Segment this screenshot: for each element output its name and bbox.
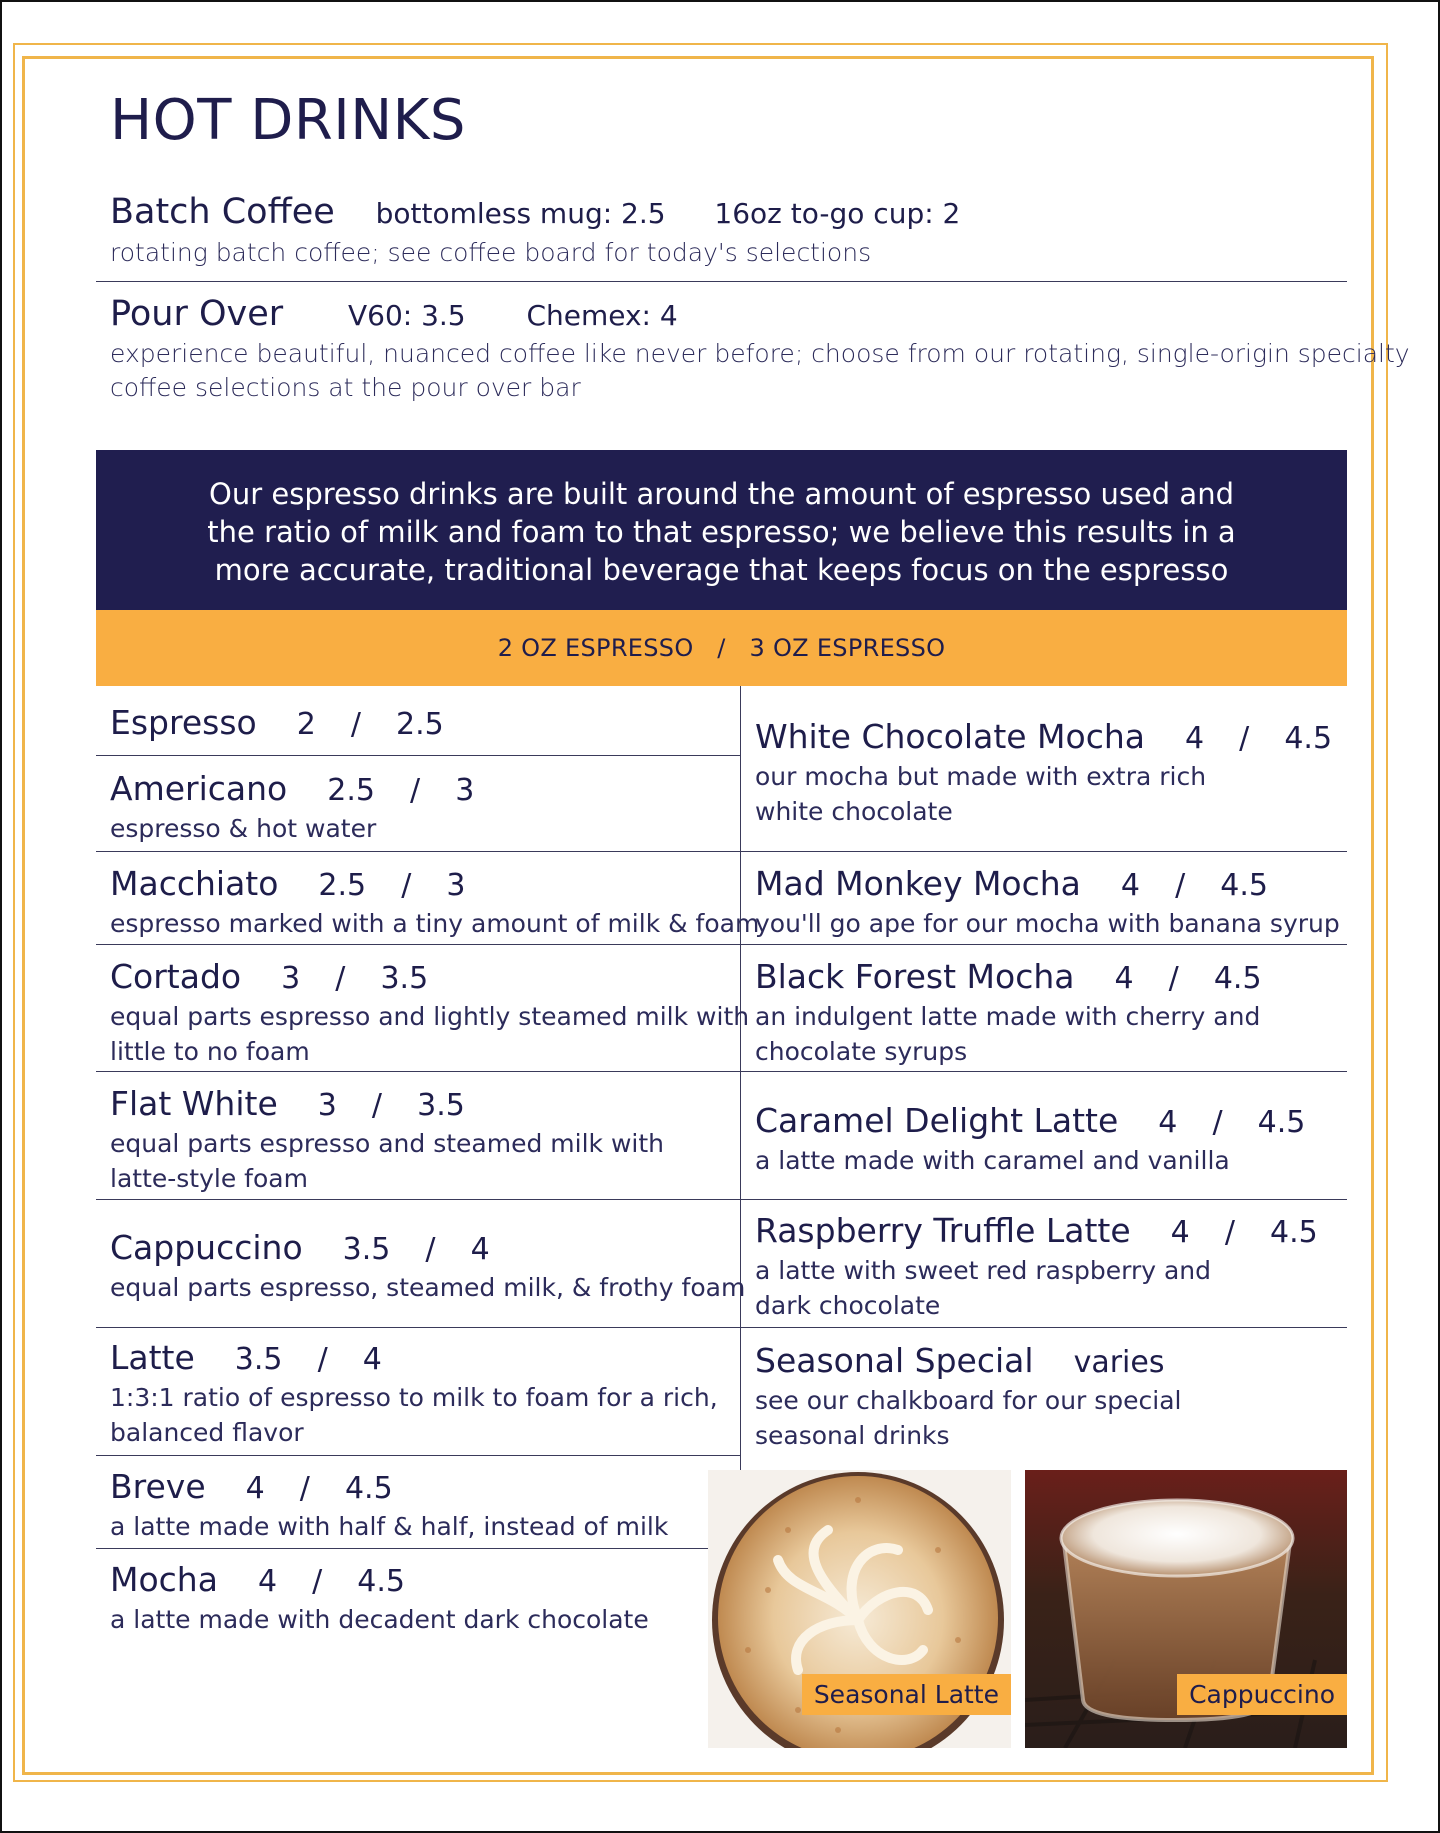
item-name: Black Forest Mocha: [755, 957, 1075, 996]
item-desc: equal parts espresso, steamed milk, & frothy foam: [110, 1273, 746, 1302]
item-name: Macchiato: [110, 864, 279, 903]
menu-item-cappuccino: [110, 1228, 745, 1305]
pour-over-price-chemex: Chemex: 4: [526, 299, 678, 332]
item-name: Cortado: [110, 957, 242, 996]
item-price: 4 / 4.5: [245, 1471, 393, 1506]
item-name: Breve: [110, 1467, 206, 1506]
menu-item-white-chocolate-mocha: [755, 717, 1332, 829]
item-desc: a latte made with half & half, instead of milk: [110, 1512, 669, 1541]
menu-item-latte: [110, 1338, 718, 1450]
item-price: 2.5 / 3: [318, 868, 466, 903]
item-name: Espresso: [110, 703, 257, 742]
batch-coffee-name: Batch Coffee: [110, 192, 335, 232]
menu-item-black-forest-mocha: [755, 957, 1262, 1069]
item-price: 4 / 4.5: [1185, 721, 1333, 756]
item-desc: 1:3:1 ratio of espresso to milk to foam for a rich,: [110, 1383, 718, 1412]
item-desc-2: dark chocolate: [755, 1291, 941, 1320]
item-name: Flat White: [110, 1084, 278, 1123]
item-desc: you'll go ape for our mocha with banana syrup: [755, 909, 1340, 938]
item-desc-2: seasonal drinks: [755, 1421, 950, 1450]
item-price: 4 / 4.5: [257, 1564, 406, 1599]
item-price: varies: [1073, 1345, 1165, 1380]
divider: [96, 755, 740, 756]
column-divider: [740, 686, 741, 1470]
menu-item-raspberry-truffle-latte: [755, 1211, 1318, 1323]
item-price: 3.5 / 4: [342, 1232, 490, 1267]
item-price: 4 / 4.5: [1170, 1215, 1318, 1250]
batch-coffee-price-cup: 16oz to-go cup: 2: [714, 197, 961, 230]
item-name: White Chocolate Mocha: [755, 717, 1145, 756]
item-price: 3 / 3.5: [317, 1088, 465, 1123]
item-desc: a latte made with caramel and vanilla: [755, 1146, 1230, 1175]
item-price: 2.5 / 3: [327, 773, 475, 808]
item-price: 3.5 / 4: [234, 1342, 382, 1377]
divider: [96, 851, 1347, 852]
page-title: HOT DRINKS: [110, 88, 466, 153]
pour-over-price-v60: V60: 3.5: [347, 299, 466, 332]
divider: [96, 1071, 1347, 1072]
item-price: 2 / 2.5: [296, 707, 444, 742]
divider: [96, 944, 1347, 945]
item-name: Seasonal Special: [755, 1341, 1034, 1380]
menu-item-breve: [110, 1467, 668, 1544]
divider: [96, 1548, 708, 1549]
cappuccino-caption: Cappuccino: [1177, 1674, 1347, 1715]
item-name: Latte: [110, 1338, 195, 1377]
pour-over-desc-1: experience beautiful, nuanced coffee like never before; choose from our rotating, single-origin specialty: [110, 339, 1410, 368]
item-name: Raspberry Truffle Latte: [755, 1211, 1131, 1250]
item-desc: an indulgent latte made with cherry and: [755, 1002, 1261, 1031]
espresso-philosophy-banner: [96, 450, 1347, 610]
item-desc: equal parts espresso and steamed milk with: [110, 1129, 664, 1158]
item-desc: espresso marked with a tiny amount of milk & foam: [110, 909, 760, 938]
menu-item-caramel-delight-latte: [755, 1101, 1305, 1178]
item-desc-2: white chocolate: [755, 797, 953, 826]
item-desc-2: chocolate syrups: [755, 1037, 968, 1066]
cappuccino-photo: [1025, 1470, 1347, 1748]
espresso-size-bar: 2 OZ ESPRESSO / 3 OZ ESPRESSO: [96, 610, 1347, 686]
batch-coffee-heading: [110, 192, 960, 232]
item-name: Mad Monkey Mocha: [755, 864, 1081, 903]
item-name: Cappuccino: [110, 1228, 303, 1267]
batch-coffee-desc: rotating batch coffee; see coffee board for today's selections: [110, 238, 872, 267]
item-price: 3 / 3.5: [281, 961, 429, 996]
pour-over-desc-2: coffee selections at the pour over bar: [110, 373, 581, 402]
item-desc: a latte made with decadent dark chocolate: [110, 1605, 649, 1634]
divider: [96, 281, 1347, 282]
menu-item-macchiato: [110, 864, 759, 941]
batch-coffee-price-mug: bottomless mug: 2.5: [375, 197, 666, 230]
item-price: 4 / 4.5: [1120, 868, 1268, 903]
item-desc-2: balanced flavor: [110, 1418, 304, 1447]
menu-item-seasonal-special: [755, 1341, 1182, 1453]
divider: [96, 1199, 1347, 1200]
item-desc: espresso & hot water: [110, 814, 377, 843]
item-desc: our mocha but made with extra rich: [755, 762, 1207, 791]
item-desc-2: latte-style foam: [110, 1164, 308, 1193]
banner-line-1: Our espresso drinks are built around the amount of espresso used and: [209, 477, 1234, 511]
item-name: Americano: [110, 769, 288, 808]
menu-item-flat-white: [110, 1084, 664, 1196]
menu-item-cortado: [110, 957, 749, 1069]
item-desc: a latte with sweet red raspberry and: [755, 1256, 1211, 1285]
divider: [96, 1327, 1347, 1328]
pour-over-heading: [110, 294, 678, 334]
menu-item-mad-monkey-mocha: [755, 864, 1340, 941]
banner-line-2: the ratio of milk and foam to that espresso; we believe this results in a: [207, 515, 1236, 549]
item-desc-2: little to no foam: [110, 1037, 310, 1066]
item-desc: see our chalkboard for our special: [755, 1386, 1182, 1415]
item-name: Caramel Delight Latte: [755, 1101, 1119, 1140]
item-desc: equal parts espresso and lightly steamed milk with: [110, 1002, 750, 1031]
menu-item-espresso: [110, 703, 444, 745]
banner-line-3: more accurate, traditional beverage that keeps focus on the espresso: [214, 553, 1229, 587]
menu-item-mocha: [110, 1560, 649, 1637]
pour-over-name: Pour Over: [110, 294, 284, 334]
menu-item-americano: [110, 769, 474, 846]
divider: [96, 1455, 740, 1456]
seasonal-latte-caption: Seasonal Latte: [802, 1674, 1011, 1715]
item-name: Mocha: [110, 1560, 218, 1599]
item-price: 4 / 4.5: [1158, 1105, 1306, 1140]
seasonal-latte-photo: [708, 1470, 1011, 1748]
item-price: 4 / 4.5: [1114, 961, 1262, 996]
